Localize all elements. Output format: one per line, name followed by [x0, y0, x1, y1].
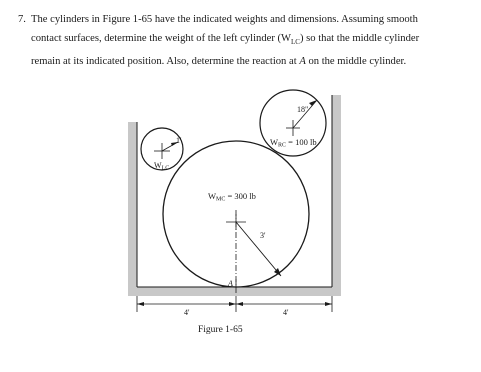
subscript-lc: LC: [291, 38, 300, 47]
floor: [128, 287, 341, 296]
problem-number: 7.: [18, 14, 26, 25]
right-radius-label: 18": [297, 105, 309, 114]
problem-line-1: The cylinders in Figure 1-65 have the indicated weights and dimensions. Assuming smooth: [31, 14, 418, 25]
figure-caption: Figure 1-65: [198, 325, 243, 335]
point-a-label: A: [228, 279, 233, 288]
right-wall: [332, 95, 341, 296]
left-radius-label: 1': [176, 136, 182, 145]
dim-left-label: 4': [184, 308, 190, 317]
left-weight-label: WLC: [154, 161, 170, 172]
problem-line-2: contact surfaces, determine the weight of the left cylinder $(W_{LC})$ so that the middle cylinder: [31, 33, 420, 47]
left-wall: [128, 122, 137, 296]
point-a-ref: A: [299, 56, 306, 68]
problem-line-3: remain at its indicated position. Also, determine the reaction at A on the middle cylinder.: [31, 56, 407, 68]
dim-right-label: 4': [283, 308, 289, 317]
right-weight-label: WRC = 100 lb: [270, 137, 317, 149]
middle-radius-label: 3': [260, 231, 266, 240]
middle-weight-label: WMC = 300 lb: [208, 191, 256, 203]
